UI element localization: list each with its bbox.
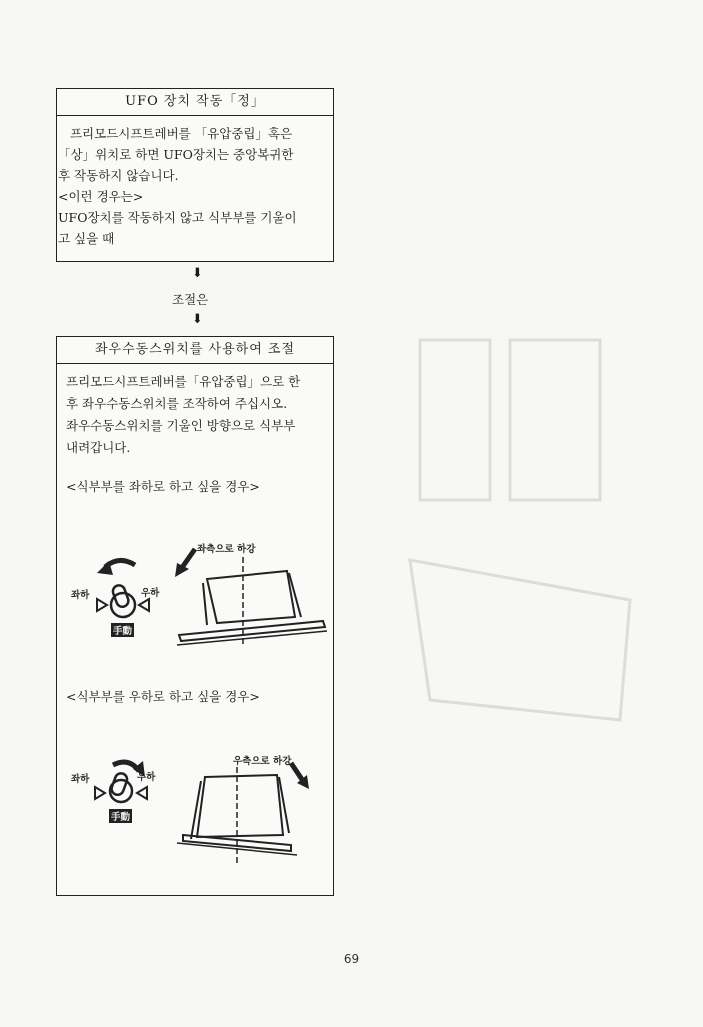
manual-line-4: 내려갑니다. <box>66 440 131 455</box>
ufo-notice-box <box>56 88 334 262</box>
case-right-title: <식부부를 우하로 하고 싶을 경우> <box>66 689 260 704</box>
ufo-line-3: 후 작동하지 않습니다. <box>58 168 179 183</box>
left-triangle-icon <box>97 599 107 611</box>
right-triangle-icon <box>137 787 147 799</box>
left-switch-label: 좌하 <box>71 774 90 785</box>
manual-switch-box <box>56 336 334 896</box>
manual-line-1: 프리모드시프트레버를「유압중립」으로 한 <box>66 374 301 389</box>
show-through-shadow <box>370 300 670 820</box>
case-left-title: <식부부를 좌하로 하고 싶을 경우> <box>66 479 260 494</box>
toggle-switch-icon <box>111 584 130 609</box>
right-caption: 우측으로 하강 <box>233 756 292 767</box>
left-lower-illustration <box>57 527 333 647</box>
right-switch-label: 우하 <box>141 588 160 599</box>
down-arrow-icon: ⬇ <box>192 312 203 327</box>
toggle-switch-icon <box>110 772 129 797</box>
ufo-case-heading: <이런 경우는> <box>58 189 144 204</box>
manual-badge: 手動 <box>109 809 132 823</box>
ufo-line-5: UFO장치를 작동하지 않고 식부부를 기울이 <box>58 210 297 225</box>
manual-switch-title: 좌우수동스위치를 사용하여 조절 <box>57 337 333 364</box>
adjust-label: 조절은 <box>172 292 209 307</box>
manual-line-2: 후 좌우수동스위치를 조작하여 주십시오. <box>66 396 288 411</box>
ufo-line-1: 프리모드시프트레버를 「유압중립」혹은 <box>66 126 293 141</box>
manual-line-3: 좌우수동스위치를 기울인 방향으로 식부부 <box>66 418 296 433</box>
left-triangle-icon <box>95 787 105 799</box>
right-triangle-icon <box>139 599 149 611</box>
left-caption: 좌측으로 하강 <box>197 544 256 555</box>
down-arrow-icon: ⬇ <box>192 266 203 281</box>
page-number: 69 <box>343 952 360 966</box>
ufo-line-2: 「상」위치로 하면 UFO장치는 중앙복귀한 <box>58 147 294 162</box>
ufo-line-6: 고 싶을 때 <box>58 231 115 246</box>
left-switch-label: 좌하 <box>71 590 90 601</box>
right-switch-label: 우하 <box>137 772 156 783</box>
manual-badge: 手動 <box>111 623 134 637</box>
right-lower-illustration <box>57 747 333 867</box>
ufo-notice-title: UFO 장치 작동「정」 <box>57 89 333 116</box>
